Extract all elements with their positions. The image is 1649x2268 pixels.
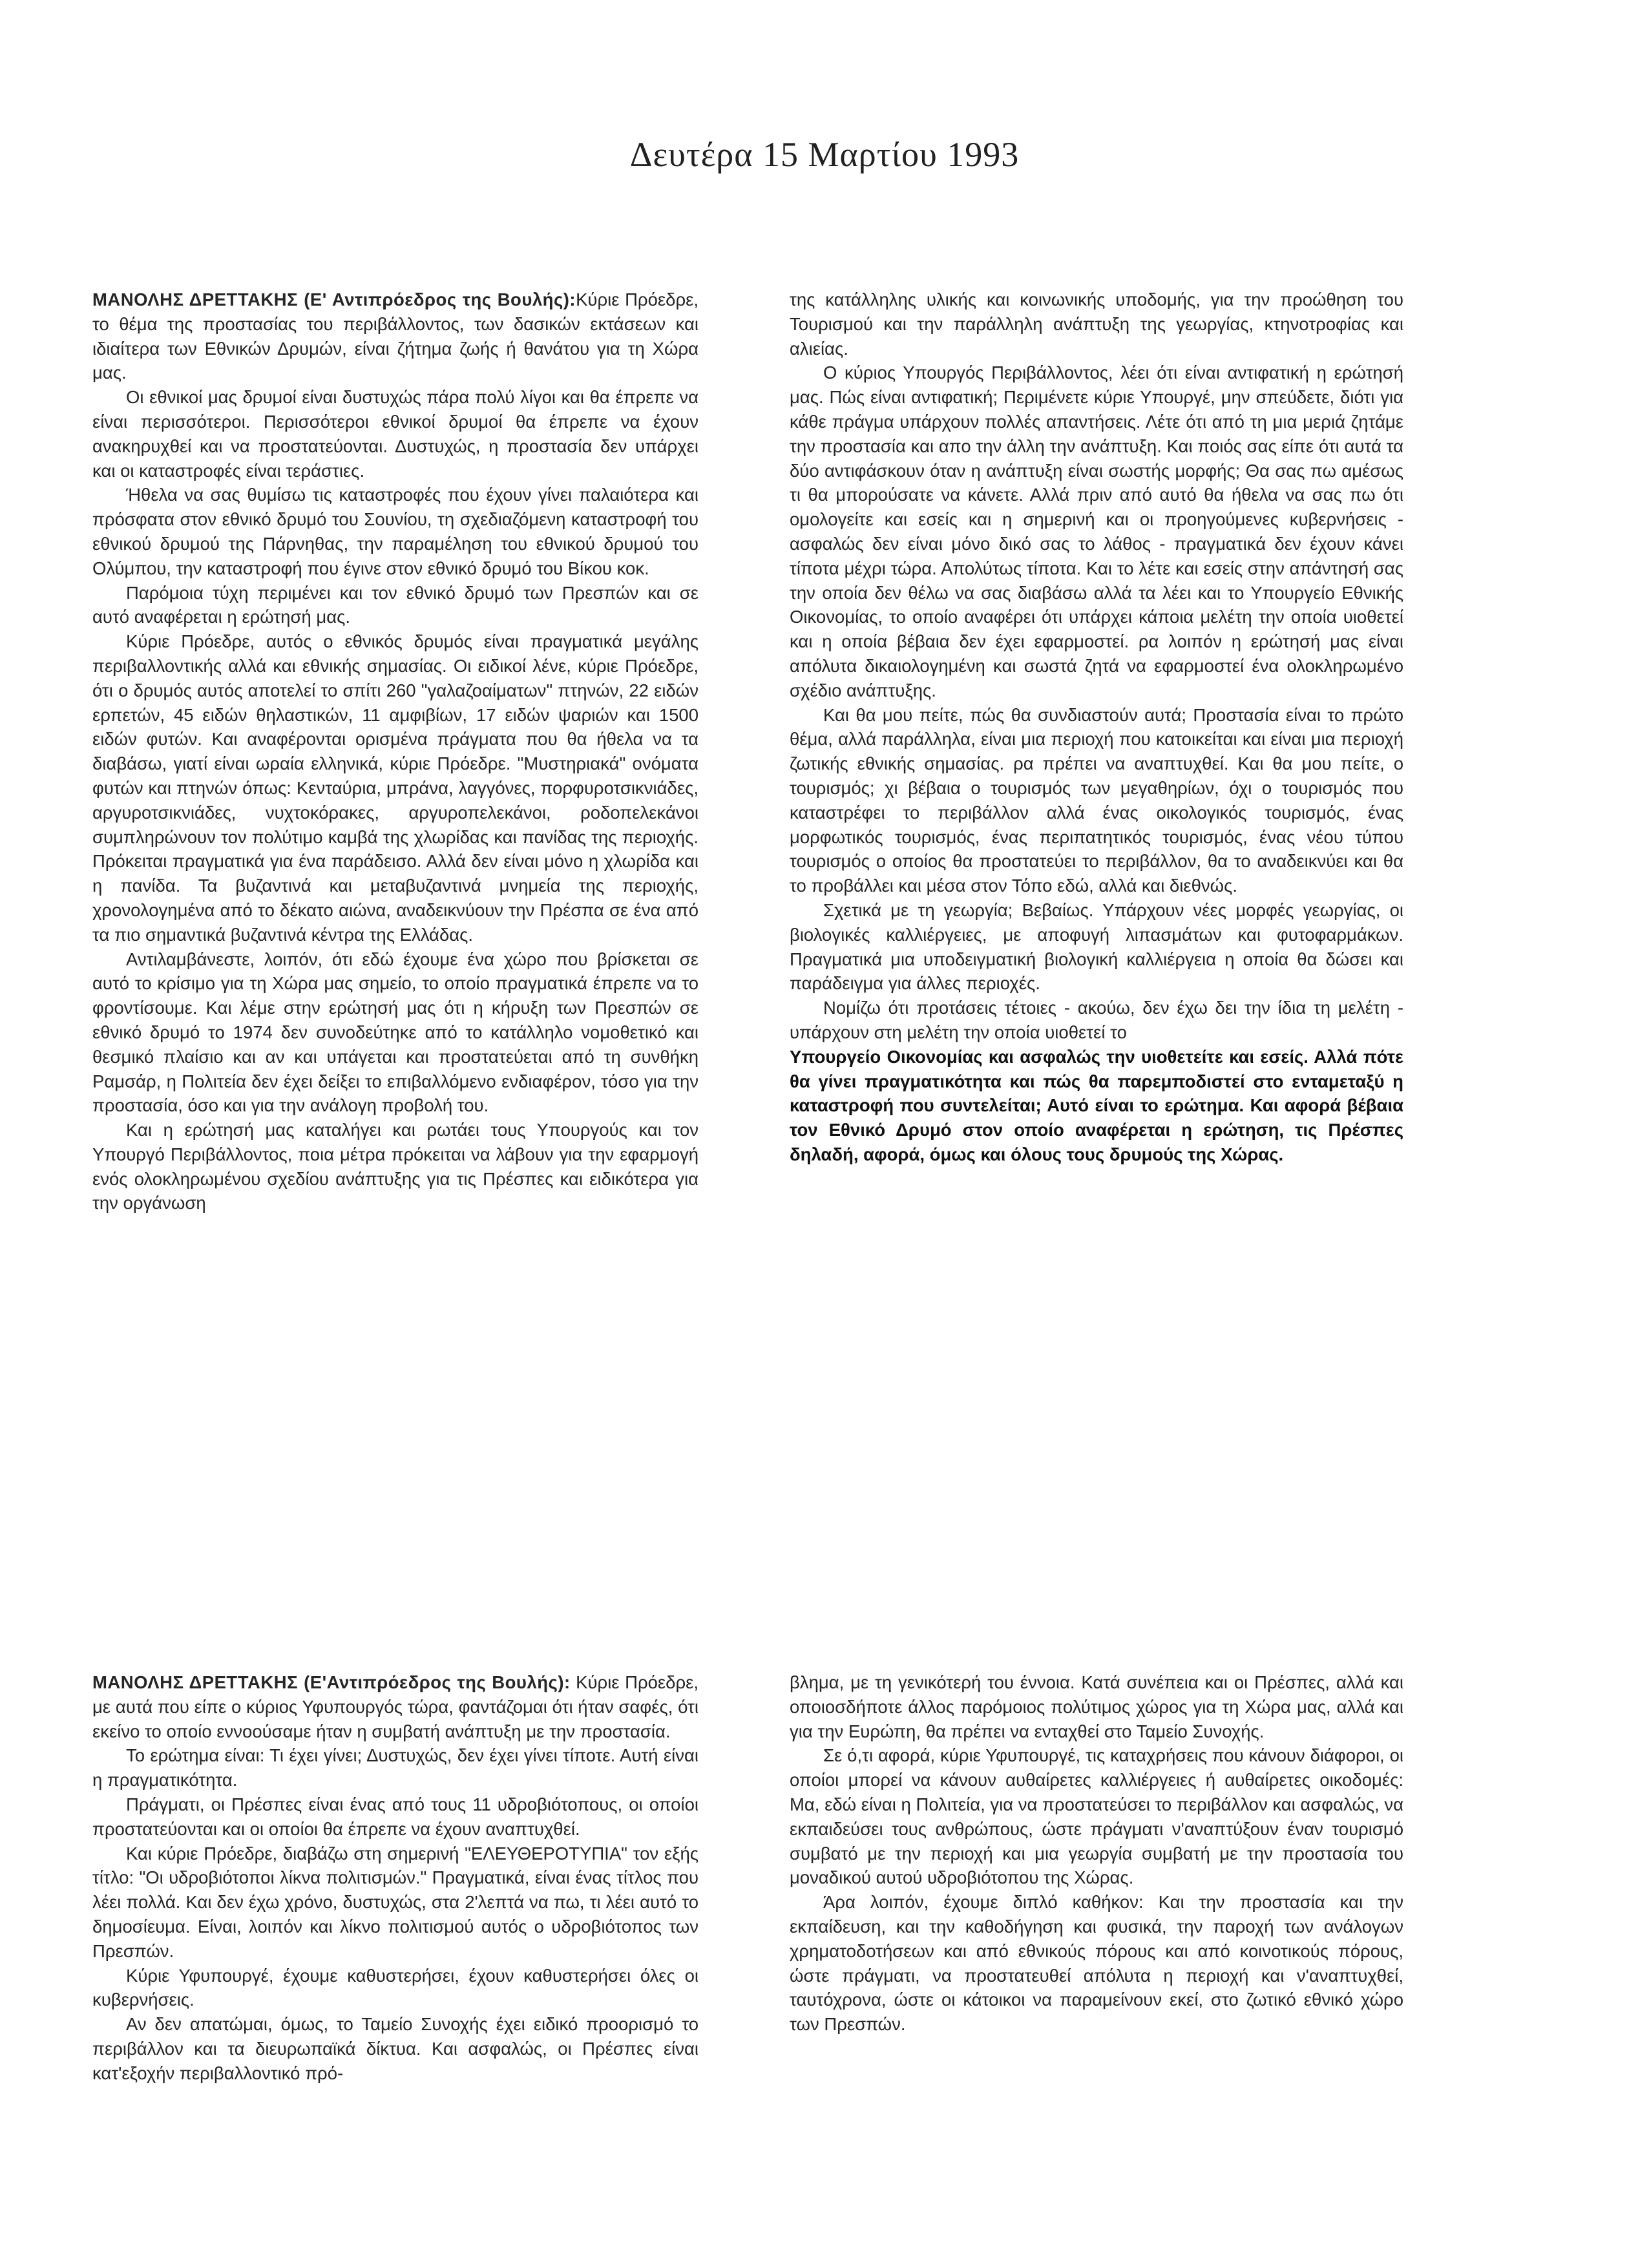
paragraph: Κύριε Υφυπουργέ, έχουμε καθυστερήσει, έχουν καθυστερήσει όλες οι κυβερνήσεις. bbox=[92, 1965, 698, 2010]
section2-left-column bbox=[92, 1670, 698, 2086]
paragraph: Σε ό,τι αφορά, κύριε Υφυπουργέ, τις καταχρήσεις που κάνουν διάφοροι, οι οποίοι μπορεί να κάνουν αυθαίρετες καλλιέργειες ή αυθαίρετες οικοδομές: Μα, εδώ είναι η Πολιτεία, για να προστατεύσει το περιβάλλον και ασφαλώς, να εκπαιδεύσει τους ανθρώπους, ώστε πράγματι ν'αναπτύξουν έναν τουρισμό συμβατό με την περιοχή και μια γεωργία συμβατή με την προστασία του μοναδικού αυτού υδροβιότοπου της Χώρας. bbox=[790, 1745, 1403, 1888]
paragraph-text: Κύριε Πρόεδρε, με αυτά που είπε ο κύριος Υφυπουργός τώρα, φαντάζομαι ότι ήταν σαφές, ότι εκείνο το οποίο εννοούσαμε ήταν η συμβατή ανάπτυξη με την προστασία. bbox=[92, 1672, 698, 1741]
paragraph: Πράγματι, οι Πρέσπες είναι ένας από τους 11 υδροβιότοπους, οι οποίοι προστατεύονται και οι οποίοι θα έπρεπε να έχουν αναπτυχθεί. bbox=[92, 1794, 698, 1839]
closing-bold-paragraph: Υπουργείο Οικονομίας και ασφαλώς την υιοθετείτε και εσείς. Αλλά πότε θα γίνει πραγματικότητα και πώς θα παρεμποδιστεί στο ενταμεταξύ η καταστροφή που συντελείται; Αυτό είναι το ερώτημα. Και αφορά βέβαια τον Εθνικό Δρυμό στον οποίο αναφέρεται η ερώτηση, τις Πρέσπες δηλαδή, αφορά, όμως και όλους τους δρυμούς της Χώρας. bbox=[790, 1046, 1403, 1164]
paragraph: Και η ερώτησή μας καταλήγει και ρωτάει τους Υπουργούς και τον Υπουργό Περιβάλλοντος, ποια μέτρα πρόκειται να λάβουν για την εφαρμογή ενός ολοκληρωμένου σχεδίου ανάπτυξης για τις Πρέσπες και ειδικότερα για την οργάνωση bbox=[92, 1120, 698, 1213]
section1-left-column bbox=[92, 288, 698, 1215]
paragraph: Οι εθνικοί μας δρυμοί είναι δυστυχώς πάρα πολύ λίγοι και θα έπρεπε να είναι περισσότεροι. Περισσότεροι εθνικοί δρυμοί θα έπρεπε να έχουν ανακηρυχθεί και να προστατεύονται. Δυστυχώς, η προστασία δεν υπάρχει και οι καταστροφές είναι τεράστιες. bbox=[92, 387, 698, 481]
paragraph: Σχετικά με τη γεωργία; Βεβαίως. Υπάρχουν νέες μορφές γεωργίας, οι βιολογικές καλλιέργειες, με αποφυγή λιπασμάτων και φυτοφαρμάκων. Πραγματικά μια υποδειγματική βιολογική καλλιέργεια η οποία θα δώσει και παράδειγμα για άλλες περιοχές. bbox=[790, 899, 1403, 994]
paragraph: βλημα, με τη γενικότερή του έννοια. Κατά συνέπεια και οι Πρέσπες, αλλά και οποιοσδήποτε άλλος παρόμοιος πολύτιμος χώρος για τη Χώρα μας, αλλά και για την Ευρώπη, θα πρέπει να ενταχθεί στο Ταμείο Συνοχής. bbox=[790, 1672, 1403, 1741]
paragraph: Νομίζω ότι προτάσεις τέτοιες - ακούω, δεν έχω δει την ίδια τη μελέτη - υπάρχουν στη μελέτη την οποία υιοθετεί το bbox=[790, 998, 1403, 1042]
paragraph: Αν δεν απατώμαι, όμως, το Ταμείο Συνοχής έχει ειδικό προορισμό το περιβάλλον και τα διευρωπαϊκά δίκτυα. Και ασφαλώς, οι Πρέσπες είναι κατ'εξοχήν περιβαλλοντικό πρό- bbox=[92, 2014, 698, 2083]
paragraph: Αντιλαμβάνεστε, λοιπόν, ότι εδώ έχουμε ένα χώρο που βρίσκεται σε αυτό το κρίσιμο για τη Χώρα μας σημείο, το οποίο πραγματικά έπρεπε να το φροντίσουμε. Και λέμε στην ερώτησή μας ότι η κήρυξη των Πρεσπών σε εθνικό δρυμό το 1974 δεν συνοδεύτηκε από το κατάλληλο νομοθετικό και θεσμικό πλαίσιο και αν και υπάγεται και προστατεύεται από τη συνθήκη Ραμσάρ, η Πολιτεία δεν έχει δείξει το επιβαλλόμενο ενδιαφέρον, τόσο για την προστασία, όσο και για την ανάλογη προβολή του. bbox=[92, 949, 698, 1116]
paragraph-text: Κύριε Πρόεδρε, το θέμα της προστασίας του περιβάλλοντος, των δασικών εκτάσεων και ιδιαίτερα των Εθνικών Δρυμών, είναι ζήτημα ζωής ή θανάτου για τη Χώρα μας. bbox=[92, 289, 698, 383]
section2-opening-paragraph bbox=[92, 1670, 698, 1743]
section1-opening-paragraph bbox=[92, 288, 698, 385]
paragraph: Άρα λοιπόν, έχουμε διπλό καθήκον: Και την προστασία και την εκπαίδευση, και την καθοδήγηση και φυσικά, την παροχή των ανάλογων χρηματοδοτήσεων και από εθνικούς πόρους και από κοινοτικούς πόρους, ώστε πράγματι, να προστατευθεί απόλυτα η περιοχή και ν'αναπτυχθεί, ταυτόχρονα, ώστε οι κάτοικοι να παραμείνουν εκεί, στο ζωτικό εθνικό χώρο των Πρεσπών. bbox=[790, 1892, 1403, 2035]
paragraph: Κύριε Πρόεδρε, αυτός ο εθνικός δρυμός είναι πραγματικά μεγάλης περιβαλλοντικής αλλά και εθνικής σημασίας. Οι ειδικοί λένε, κύριε Πρόεδρε, ότι ο δρυμός αυτός αποτελεί το σπίτι 260 "γαλαζοαίματων" πτηνών, 22 ειδών ερπετών, 45 ειδών θηλαστικών, 11 αμφιβίων, 17 ειδών ψαριών και 1500 ειδών φυτών. Και αναφέρονται ορισμένα πράγματα που θα ήθελα να τα διαβάσω, γιατί είναι ωραία ελληνικά, κύριε Πρόεδρε. "Μυστηριακά" ονόματα φυτών και πτηνών όπως: Κενταύρια, μπράνα, λαγγόνες, πορφυροτσικνιάδες, αργυροτσικνιάδες, νυχτοκόρακες, αργυροπελεκάνοι, ροδοπελεκάνοι συμπληρώνουν τον πολύτιμο καμβά της χλωρίδας και πανίδας της περιοχής. Πρόκειται πραγματικά για ένα παράδεισο. Αλλά δεν είναι μόνο η χλωρίδα και η πανίδα. Τα βυζαντινά και μεταβυζαντινά μνημεία της περιοχής, χρονολογημένα από το δέκατο αιώνα, αναδεικνύουν την Πρέσπα σε ένα από τα πιο σημαντικά βυζαντινά κέντρα της Ελλάδας. bbox=[92, 631, 698, 945]
paragraph: της κατάλληλης υλικής και κοινωνικής υποδομής, για την προώθηση του Τουρισμού και την παράλληλη ανάπτυξη της γεωργίας, κτηνοτροφίας και αλιείας. bbox=[790, 289, 1403, 359]
speaker-label: ΜΑΝΟΛΗΣ ΔΡΕΤΤΑΚΗΣ (Ε'Αντιπρόεδρος της Βουλής): bbox=[92, 1672, 571, 1692]
speaker-label: ΜΑΝΟΛΗΣ ΔΡΕΤΤΑΚΗΣ (Ε' Αντιπρόεδρος της Βουλής): bbox=[92, 289, 576, 310]
page-title: Δευτέρα 15 Μαρτίου 1993 bbox=[629, 135, 1020, 174]
paragraph: Και θα μου πείτε, πώς θα συνδιαστούν αυτά; Προστασία είναι το πρώτο θέμα, αλλά παράλληλα, είναι μια περιοχή που κατοικείται και είναι μια περιοχή ζωτικής εθνικής σημασίας. ρα πρέπει να αναπτυχθεί. Και θα μου πείτε, ο τουρισμός; χι βέβαια ο τουρισμός των μεγαθηρίων, όχι ο τουρισμός που καταστρέφει το περιβάλλον αλλά ένας οικολογικός τουρισμός, ένας μορφωτικός τουρισμός, ένας περιπατητικός τουρισμός, ένας νέου τύπου τουρισμός ο οποίος θα προστατεύει το περιβάλλον, θα το αναδεικνύει και θα το προβάλλει και μέσα στον Τόπο εδώ, αλλά και διεθνώς. bbox=[790, 704, 1403, 896]
paragraph: Και κύριε Πρόεδρε, διαβάζω στη σημερινή "ΕΛΕΥΘΕΡΟΤΥΠΙΑ" τον εξής τίτλο: "Οι υδροβιότοποι λίκνα πολιτισμών." Πραγματικά, είναι ένας τίτλος που λέει πολλά. Και δεν έχω χρόνο, δυστυχώς, στα 2'λεπτά να πω, τι λέει αυτό το δημοσίευμα. Είναι, λοιπόν και λίκνο πολιτισμού αυτός ο υδροβιότοπος των Πρεσπών. bbox=[92, 1843, 698, 1961]
paragraph: Παρόμοια τύχη περιμένει και τον εθνικό δρυμό των Πρεσπών και σε αυτό αναφέρεται η ερώτησή μας. bbox=[92, 582, 698, 627]
paragraph: Ήθελα να σας θυμίσω τις καταστροφές που έχουν γίνει παλαιότερα και πρόσφατα στον εθνικό δρυμό του Σουνίου, τη σχεδιαζόμενη καταστροφή του εθνικού δρυμού της Πάρνηθας, την παραμέληση του εθνικού δρυμού του Ολύμπου, την καταστροφή που έγινε στον εθνικό δρυμό του Βίκου κοκ. bbox=[92, 485, 698, 578]
section2-right-column bbox=[790, 1670, 1403, 2037]
paragraph: Το ερώτημα είναι: Τι έχει γίνει; Δυστυχώς, δεν έχει γίνει τίποτε. Αυτή είναι η πραγματικότητα. bbox=[92, 1745, 698, 1790]
section1-right-column bbox=[790, 288, 1403, 1167]
paragraph: Ο κύριος Υπουργός Περιβάλλοντος, λέει ότι είναι αντιφατική η ερώτησή μας. Πώς είναι αντιφατική; Περιμένετε κύριε Υπουργέ, μην σπεύδετε, διότι για κάθε πράγμα υπάρχουν πολλές απαντήσεις. Λέτε ότι από τη μια μεριά ζητάμε την προστασία και απο την άλλη την ανάπτυξη. Και ποιός σας είπε ότι αυτά τα δύο αντιφάσκουν όταν η ανάπτυξη είναι σωστής μορφής; Θα σας πω αμέσως τι θα μπορούσατε να κάνετε. Αλλά πριν από αυτό θα ήθελα να σας πω ότι ομολογείτε και εσείς και η σημερινή και οι προηγούμενες κυβερνήσεις - ασφαλώς δεν είναι μόνο δικό σας το λάθος - πραγματικά δεν έχουν κάνει τίποτα μέχρι τώρα. Απολύτως τίποτα. Και το λέτε και εσείς στην απάντησή σας την οποία δεν θέλω να σας διαβάσω αλλά τα λέει και το Υπουργείο Εθνικής Οικονομίας, το οποίο αναφέρει ότι υπάρχει κάποια μελέτη την οποία υιοθετεί και η οποία βέβαια δεν έχει εφαρμοστεί. ρα λοιπόν η ερώτησή μας είναι απόλυτα δικαιολογημένη και σωστά ζητά να εφαρμοστεί ένα ολοκληρωμένο σχέδιο ανάπτυξης. bbox=[790, 362, 1403, 700]
